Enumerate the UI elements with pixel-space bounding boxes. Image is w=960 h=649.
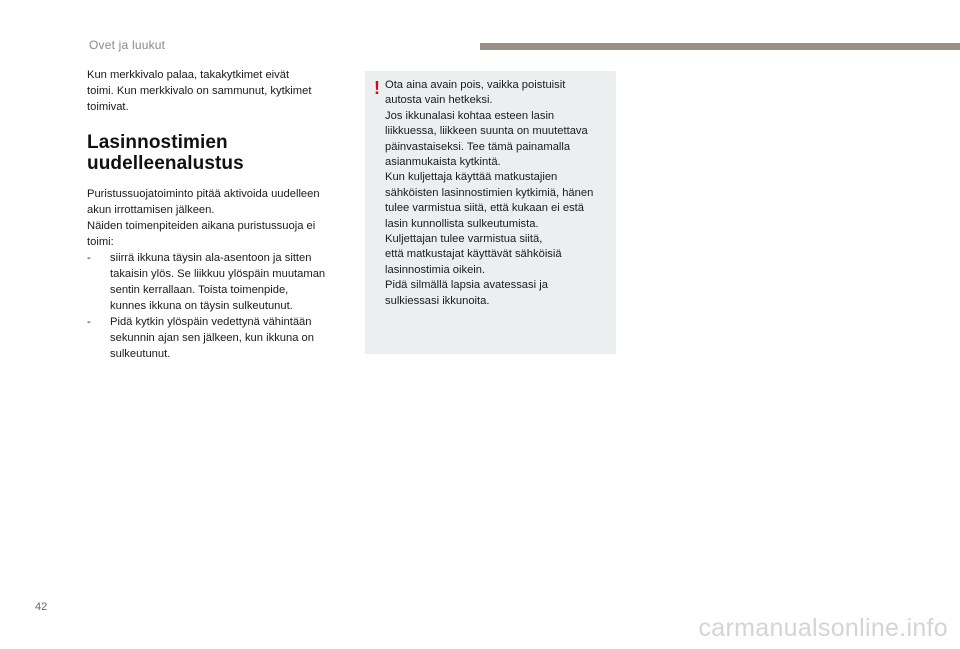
bullet-line: takaisin ylös. Se liikkuu ylöspäin muutaman [110, 268, 326, 280]
body-line: toimi: [87, 236, 114, 248]
section-title: Ovet ja luukut [89, 38, 166, 52]
bullet-dash: - [87, 252, 91, 264]
bullet-line: Pidä kytkin ylöspäin vedettynä vähintään [110, 316, 312, 328]
warning-box [365, 71, 616, 354]
warning-line: tulee varmistua siitä, että kukaan ei estä [385, 202, 584, 215]
bullet-text [110, 314, 349, 362]
heading-line: Lasinnostimien [87, 132, 228, 153]
bullet-line: siirrä ikkuna täysin ala-asentoon ja sitten [110, 252, 312, 264]
warning-line: asianmukaista kytkintä. [385, 156, 501, 169]
warning-line: sulkiessasi ikkunoita. [385, 294, 490, 307]
warning-exclamation-icon: ! [374, 78, 380, 98]
bullet-line: sentin kerrallaan. Toista toimenpide, [110, 284, 289, 296]
warning-line: autosta vain hetkeksi. [385, 94, 493, 107]
warning-line: Jos ikkunalasi kohtaa esteen lasin [385, 109, 555, 122]
bullet-line: sekunnin ajan sen jälkeen, kun ikkuna on [110, 332, 315, 344]
warning-text [385, 78, 607, 309]
bullet-dash: - [87, 316, 91, 328]
body-line: akun irrottamisen jälkeen. [87, 204, 215, 216]
warning-line: Kun kuljettaja käyttää matkustajien [385, 171, 558, 184]
intro-line: Kun merkkivalo palaa, takakytkimet eivät [87, 69, 290, 81]
header-divider-bar [480, 43, 960, 50]
bullet-item [87, 314, 349, 362]
heading-line: uudelleenalustus [87, 153, 244, 174]
warning-line: sähköisten lasinnostimien kytkimiä, hänen [385, 186, 594, 199]
warning-line: liikkuessa, liikkeen suunta on muutettava [385, 125, 588, 138]
bullet-text [110, 250, 349, 314]
bullet-item [87, 250, 349, 314]
page-number: 42 [35, 601, 48, 613]
warning-line: Kuljettajan tulee varmistua siitä, [385, 233, 543, 246]
intro-line: toimi. Kun merkkivalo on sammunut, kytkimet [87, 85, 312, 97]
warning-line: että matkustajat käyttävät sähköisiä [385, 248, 562, 261]
watermark: carmanualsonline.info [698, 614, 948, 642]
warning-line: Ota aina avain pois, vaikka poistuisit [385, 79, 566, 91]
warning-line: lasinnostimia oikein. [385, 263, 486, 276]
body-line: Näiden toimenpiteiden aikana puristussuoja ei [87, 220, 316, 232]
warning-line: lasin kunnollista sulkeutumista. [385, 217, 539, 230]
bullet-line: sulkeutunut. [110, 348, 171, 360]
left-column [87, 67, 349, 362]
warning-line: Pidä silmällä lapsia avatessasi ja [385, 279, 548, 292]
bullet-line: kunnes ikkuna on täysin sulkeutunut. [110, 300, 293, 312]
intro-line: toimivat. [87, 101, 129, 113]
warning-line: päinvastaiseksi. Tee tämä painamalla [385, 140, 571, 153]
body-paragraph [87, 186, 349, 250]
section-heading [87, 132, 349, 174]
body-line: Puristussuojatoiminto pitää aktivoida uudelleen [87, 188, 320, 200]
intro-paragraph [87, 67, 349, 115]
